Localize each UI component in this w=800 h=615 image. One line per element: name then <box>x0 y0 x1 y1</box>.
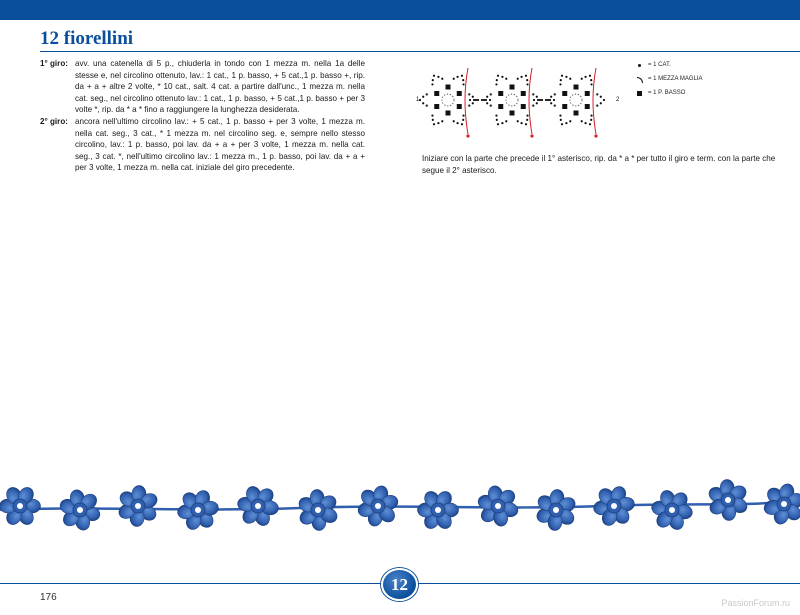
round-2 <box>40 116 365 174</box>
chain-symbol <box>461 75 463 77</box>
round-1 <box>40 58 365 116</box>
single-crochet-symbol <box>510 111 515 116</box>
chain-symbol <box>584 76 586 78</box>
chain-symbol <box>589 75 591 77</box>
title-divider <box>40 51 800 52</box>
single-crochet-symbol <box>434 104 439 109</box>
legend-label-chain: = 1 CAT. <box>648 62 671 68</box>
chain-symbol <box>536 102 538 104</box>
chain-symbol <box>545 99 547 101</box>
crochet-flower <box>237 484 280 527</box>
red-start-dot <box>530 134 533 137</box>
chain-symbol <box>526 79 528 81</box>
crochet-flower <box>297 489 340 531</box>
chain-symbol <box>590 79 592 81</box>
chain-symbol <box>517 78 519 80</box>
single-crochet-symbol <box>562 91 567 96</box>
page-number: 176 <box>40 592 57 603</box>
chain-symbol <box>456 122 458 124</box>
chain-symbol <box>441 78 443 80</box>
chain-symbol <box>549 99 551 101</box>
chain-symbol <box>520 122 522 124</box>
single-crochet-symbol <box>574 85 579 90</box>
chain-symbol <box>437 76 439 78</box>
chain-symbol <box>589 123 591 125</box>
red-start-marker <box>529 68 532 134</box>
pattern-rounds <box>40 58 365 174</box>
site-watermark: PassionForum.ru <box>721 598 790 608</box>
crochet-chart-diagram <box>412 60 627 140</box>
chain-symbol <box>539 99 541 101</box>
chain-symbol <box>501 76 503 78</box>
chain-symbol <box>453 78 455 80</box>
chain-symbol <box>550 96 552 98</box>
single-crochet-symbol <box>562 104 567 109</box>
red-start-marker <box>593 68 596 134</box>
pattern-number-badge <box>381 568 418 601</box>
crochet-flower <box>58 488 101 531</box>
chain-symbol <box>501 122 503 124</box>
chain-symbol <box>477 99 479 101</box>
chain-symbol <box>603 99 605 101</box>
chain-symbol <box>422 96 424 98</box>
single-crochet-symbol <box>521 91 526 96</box>
square-symbol-icon <box>636 89 648 97</box>
chain-symbol <box>462 79 464 81</box>
chain-symbol <box>462 83 464 85</box>
chain-symbol <box>505 78 507 80</box>
chart-motif <box>483 75 541 126</box>
chain-symbol <box>537 99 539 101</box>
chain-symbol <box>432 79 434 81</box>
round-1-label: 1° giro: <box>40 59 68 68</box>
flower-center-hole <box>375 503 381 509</box>
crochet-flower <box>417 489 458 532</box>
chain-symbol <box>596 93 598 95</box>
chain-symbol <box>431 83 433 85</box>
chain-symbol <box>550 102 552 104</box>
chain-symbol <box>559 114 561 116</box>
chain-symbol <box>560 119 562 121</box>
chain-symbol <box>481 99 483 101</box>
chart-motif <box>419 75 477 126</box>
chain-symbol <box>433 123 435 125</box>
chain-symbol <box>462 119 464 121</box>
chain-symbol <box>461 123 463 125</box>
flower-center-hole <box>77 507 83 513</box>
chain-symbol <box>526 114 528 116</box>
chain-symbol <box>431 114 433 116</box>
flower-center-hole <box>435 507 441 513</box>
flower-center-hole <box>17 503 23 509</box>
chain-symbol <box>520 76 522 78</box>
crochet-flower <box>476 484 519 527</box>
chain-symbol <box>590 83 592 85</box>
top-color-band <box>0 0 800 20</box>
crochet-flower <box>707 479 750 521</box>
crochet-flower <box>593 484 636 527</box>
chain-symbol <box>590 119 592 121</box>
round-1-text: avv. una catenella di 5 p., chiuderla in tondo con 1 mezza m. nella 1a delle stesse e, nel circolino ottenuto, lav.: 1 cat., 1 p. basso, + 5 cat.,1 p. basso +, rip. da + a + altre 2 volte, * 10 cat., salt. 4 cat. a partire dall'unc., 1 mezza m. nella cat. seg., nel circolino ottenuto lav.: 1 cat., 1 p. basso, + 5 cat.,1 p. basso + per 3 volte *, rip. da * a * fino a raggiungere la lunghezza desiderata. <box>75 59 365 115</box>
legend-row-slip-stitch <box>636 72 703 86</box>
flower-center-hole <box>195 507 201 513</box>
single-crochet-symbol <box>446 85 451 90</box>
red-start-dot <box>466 134 469 137</box>
single-crochet-symbol <box>574 111 579 116</box>
chain-symbol <box>495 83 497 85</box>
chain-symbol <box>426 93 428 95</box>
round-2-text: ancora nell'ultimo circolino lav.: + 5 cat., 1 p. basso + per 3 volte, 1 mezza m. nella cat. seg., 3 cat., * 1 mezza m. nel circolino seg. e, sempre nello stesso circolino, lav.: 1 p. basso, poi lav. da + a + per 3 volte, 1 mezza m. nella cat. seg., 3 cat. *, nell'ultimo circolino lav.: 1 mezza m., 1 p. basso, poi lav. da + a + per 3 volte, 1 mezza m. nella cat. iniziale del giro precedente. <box>75 116 365 173</box>
page-title: 12 fiorellini <box>40 28 134 49</box>
chain-symbol <box>584 122 586 124</box>
chain-symbol <box>422 102 424 104</box>
chain-symbol <box>561 123 563 125</box>
chain-symbol <box>581 120 583 122</box>
chain-symbol <box>600 96 602 98</box>
chain-symbol <box>569 78 571 80</box>
repeat-instructions: Iniziare con la parte che precede il 1° asterisco, rip. da * a * per tutto il giro e term. con la parte che segue il 2° asterisco. <box>422 154 776 175</box>
round-mark-1: 1 <box>416 97 420 103</box>
chain-symbol <box>565 76 567 78</box>
flower-center-hole <box>255 503 261 509</box>
single-crochet-symbol <box>510 85 515 90</box>
chain-symbol <box>547 99 549 101</box>
chain-symbol <box>453 120 455 122</box>
legend-row-single-crochet <box>636 86 703 100</box>
single-crochet-symbol <box>585 91 590 96</box>
chain-symbol <box>560 79 562 81</box>
crochet-flower <box>762 482 800 525</box>
flower-center-hole <box>495 503 501 509</box>
crochet-flower <box>534 489 577 531</box>
single-crochet-symbol <box>457 91 462 96</box>
crochet-flower <box>0 485 41 528</box>
single-crochet-symbol <box>457 104 462 109</box>
chain-symbol <box>490 105 492 107</box>
chain-symbol <box>490 93 492 95</box>
chain-symbol <box>533 99 535 101</box>
chain-ring <box>442 94 454 106</box>
chain-symbol <box>468 105 470 107</box>
legend-label-slip-stitch: = 1 MEZZA MAGLIA <box>648 76 703 82</box>
chain-symbol <box>596 105 598 107</box>
chain-symbol <box>532 105 534 107</box>
chain-symbol <box>495 114 497 116</box>
flower-center-hole <box>781 501 787 507</box>
chain-symbol <box>600 102 602 104</box>
red-start-marker <box>465 68 468 134</box>
chain-symbol <box>590 114 592 116</box>
single-crochet-symbol <box>585 104 590 109</box>
chain-symbol <box>486 96 488 98</box>
flower-center-hole <box>725 497 731 503</box>
chain-symbol <box>517 120 519 122</box>
chart-motif <box>547 75 605 126</box>
chain-symbol <box>475 99 477 101</box>
dot-symbol-icon <box>636 61 648 69</box>
chain-symbol <box>559 83 561 85</box>
chain-symbol <box>536 96 538 98</box>
chain-symbol <box>526 119 528 121</box>
chain-symbol <box>565 122 567 124</box>
legend-row-chain <box>636 58 703 72</box>
legend-label-single-crochet: = 1 P. BASSO <box>648 90 686 96</box>
chain-symbol <box>525 123 527 125</box>
chain-symbol <box>554 93 556 95</box>
chain-symbol <box>433 75 435 77</box>
chain-symbol <box>561 75 563 77</box>
crochet-flower <box>356 484 399 527</box>
flower-center-hole <box>315 507 321 513</box>
round-2-label: 2° giro: <box>40 116 68 126</box>
chain-symbol <box>472 102 474 104</box>
chain-ring <box>506 94 518 106</box>
crochet-flower <box>177 488 220 531</box>
chain-symbol <box>485 99 487 101</box>
flower-center-hole <box>669 507 675 513</box>
crochet-flower <box>651 488 694 531</box>
chain-symbol <box>489 99 491 101</box>
chain-symbol <box>553 99 555 101</box>
chain-symbol <box>432 119 434 121</box>
single-crochet-symbol <box>498 91 503 96</box>
single-crochet-symbol <box>446 111 451 116</box>
chain-symbol <box>554 105 556 107</box>
crochet-flower <box>116 485 159 527</box>
chain-symbol <box>456 76 458 78</box>
chain-symbol <box>462 114 464 116</box>
chain-symbol <box>437 122 439 124</box>
chain-symbol <box>441 120 443 122</box>
chain-symbol <box>473 99 475 101</box>
chain-symbol <box>469 99 471 101</box>
chain-symbol <box>486 102 488 104</box>
chain-symbol <box>497 75 499 77</box>
chain-symbol <box>468 93 470 95</box>
chain-symbol <box>483 99 485 101</box>
red-start-dot <box>594 134 597 137</box>
chain-symbol <box>505 120 507 122</box>
flower-center-hole <box>135 503 141 509</box>
chain-symbol <box>526 83 528 85</box>
chain-symbol <box>581 78 583 80</box>
round-mark-2: 2 <box>616 97 620 103</box>
chain-symbol <box>496 79 498 81</box>
single-crochet-symbol <box>434 91 439 96</box>
chain-symbol <box>497 123 499 125</box>
chain-symbol <box>532 93 534 95</box>
single-crochet-symbol <box>498 104 503 109</box>
chain-symbol <box>569 120 571 122</box>
chain-ring <box>570 94 582 106</box>
chain-symbol <box>541 99 543 101</box>
badge-number: 12 <box>391 574 408 594</box>
arc-symbol-icon <box>636 75 648 83</box>
chain-symbol <box>472 96 474 98</box>
flower-center-hole <box>611 503 617 509</box>
flower-center-hole <box>553 507 559 513</box>
single-crochet-symbol <box>521 104 526 109</box>
symbol-legend <box>636 58 703 100</box>
chain-symbol <box>525 75 527 77</box>
chain-symbol <box>426 105 428 107</box>
finished-lace-photo <box>0 468 800 553</box>
chain-symbol <box>496 119 498 121</box>
